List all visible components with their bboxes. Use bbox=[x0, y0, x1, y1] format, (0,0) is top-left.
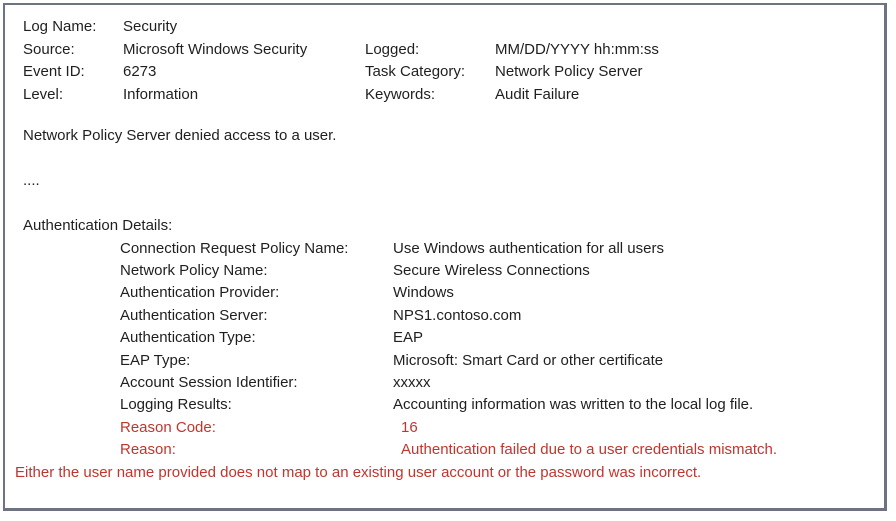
field-label: Source: bbox=[23, 40, 75, 58]
event-header-row bbox=[23, 16, 874, 39]
detail-value: 16 bbox=[401, 418, 418, 436]
detail-value: Authentication failed due to a user credentials mismatch. bbox=[401, 441, 778, 459]
detail-row bbox=[23, 350, 874, 372]
event-header-row bbox=[23, 61, 874, 84]
event-description: Network Policy Server denied access to a user. bbox=[23, 127, 337, 144]
field-label: Event ID: bbox=[23, 63, 85, 80]
field-value: Network Policy Server bbox=[495, 63, 643, 80]
detail-value: Microsoft: Smart Card or other certificate bbox=[393, 351, 664, 369]
detail-value: xxxxx bbox=[393, 373, 431, 391]
field-value: Audit Failure bbox=[495, 85, 580, 103]
field-value: 6273 bbox=[123, 63, 157, 80]
vertical-gap bbox=[23, 148, 874, 171]
vertical-gap bbox=[23, 193, 874, 216]
detail-value: Accounting information was written to the local log file. bbox=[393, 396, 754, 414]
field-label: Log Name: bbox=[23, 18, 97, 35]
detail-label: Logging Results: bbox=[120, 396, 232, 414]
authentication-details-list bbox=[23, 238, 874, 462]
detail-row bbox=[23, 327, 874, 349]
detail-row-reason-code bbox=[23, 417, 874, 439]
field-label bbox=[365, 16, 495, 39]
field-value bbox=[495, 16, 874, 39]
detail-row bbox=[23, 394, 874, 416]
detail-label: Reason: bbox=[120, 441, 176, 459]
detail-row bbox=[23, 305, 874, 327]
detail-label: EAP Type: bbox=[120, 351, 191, 369]
authentication-details-heading: Authentication Details: bbox=[23, 217, 173, 234]
detail-row bbox=[23, 260, 874, 282]
detail-row bbox=[23, 372, 874, 394]
vertical-gap bbox=[23, 106, 874, 125]
field-label: Keywords: bbox=[365, 85, 436, 103]
event-header-row bbox=[23, 39, 874, 62]
detail-row bbox=[23, 238, 874, 260]
detail-label: Account Session Identifier: bbox=[120, 373, 298, 391]
field-value: MM/DD/YYYY hh:mm:ss bbox=[495, 40, 659, 58]
detail-label: Connection Request Policy Name: bbox=[120, 239, 349, 257]
detail-label: Reason Code: bbox=[120, 418, 216, 436]
detail-label: Network Policy Name: bbox=[120, 261, 268, 279]
detail-row bbox=[23, 282, 874, 304]
field-label: Task Category: bbox=[365, 63, 466, 80]
event-log-panel bbox=[3, 3, 887, 511]
field-label: Level: bbox=[23, 85, 64, 103]
detail-value: Secure Wireless Connections bbox=[393, 261, 590, 279]
event-header bbox=[23, 16, 874, 106]
detail-value: EAP bbox=[393, 329, 424, 347]
detail-label: Authentication Provider: bbox=[120, 284, 280, 302]
reason-detail-text: Either the user name provided does not map to an existing user account or the password was incorrect. bbox=[15, 463, 702, 481]
detail-value: NPS1.contoso.com bbox=[393, 306, 522, 324]
field-value: Security bbox=[123, 18, 178, 35]
field-label: Logged: bbox=[365, 40, 420, 58]
field-value: Microsoft Windows Security bbox=[123, 40, 308, 58]
detail-label: Authentication Server: bbox=[120, 306, 268, 324]
field-value: Information bbox=[123, 85, 199, 103]
detail-label: Authentication Type: bbox=[120, 329, 256, 347]
detail-value: Use Windows authentication for all users bbox=[393, 239, 664, 257]
event-header-row bbox=[23, 84, 874, 107]
truncation-ellipsis: .... bbox=[23, 172, 40, 189]
detail-value: Windows bbox=[393, 284, 454, 302]
detail-row-reason bbox=[23, 439, 874, 461]
